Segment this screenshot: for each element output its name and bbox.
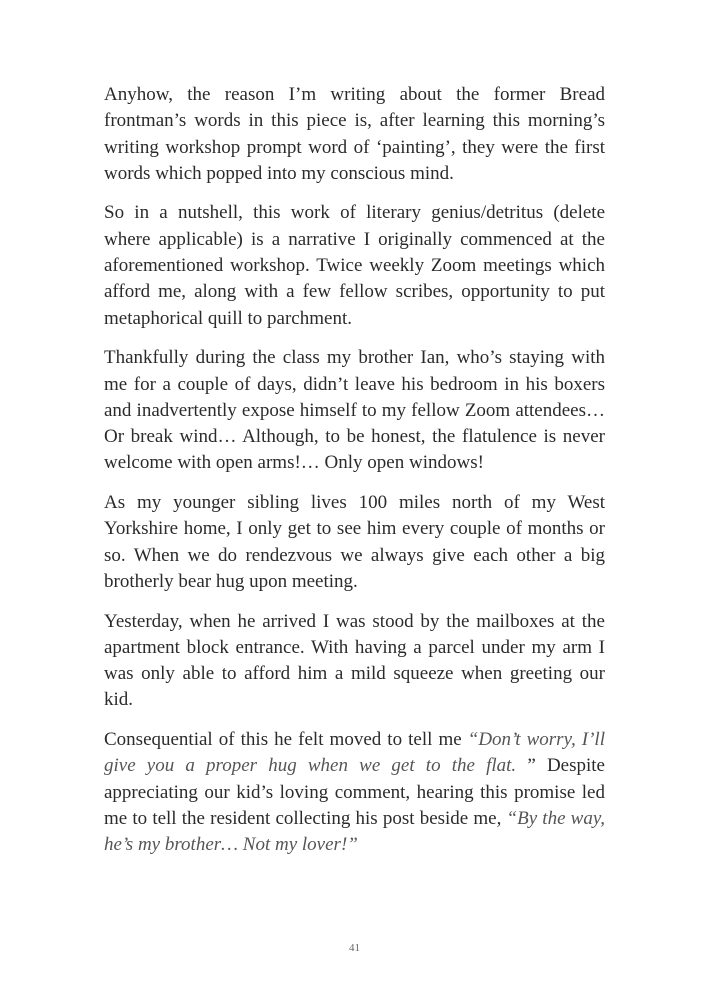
quote-dont-worry: “Don’t worry, I’ll give you a proper hug when we get to the flat. — [104, 729, 605, 777]
paragraph-4: As my younger sibling lives 100 miles north of my West Yorkshire home, I only get to see him every couple of months or so. When we do rendezvous we always give each other a big brotherly bear hug upon meeting. — [104, 492, 605, 592]
paragraph-2: So in a nutshell, this work of literary genius/detritus (delete where applicable) is a narrative I originally commenced at the aforementioned workshop. Twice weekly Zoom meetings which afford me, along with a few fellow scribes, opportunity to put metaphorical quill to parchment. — [104, 202, 605, 329]
paragraph-5: Yesterday, when he arrived I was stood by the mailboxes at the apartment block entrance. With having a parcel under my arm I was only able to afford him a mild squeeze when greeting our kid. — [104, 610, 605, 711]
quote-by-the-way: “By the way, he’s my brother… Not my lover!” — [104, 807, 605, 856]
paragraph-6-intro: Consequential of this he felt moved to tell me — [104, 729, 468, 751]
body-text — [104, 82, 605, 859]
paragraph-1: Anyhow, the reason I’m writing about the former Bread frontman’s words in this piece is, after learning this morning’s writing workshop prompt word of ‘painting’, they were the first words which popped into my conscious mind. — [104, 84, 605, 184]
paragraph-3: Thankfully during the class my brother Ian, who’s staying with me for a couple of days, didn’t leave his bedroom in his boxers and inadvertently expose himself to my fellow Zoom attendees… Or break wind… Although, to be honest, the flatulence is never welcome with open arms!… Only open windows! — [104, 347, 605, 474]
paragraph-6 — [104, 727, 605, 858]
page-number: 41 — [349, 942, 360, 954]
paragraph-6-middle: ” Despite appreciating our kid’s loving comment, hearing this promise led me to tell the resident collecting his post beside me, — [104, 755, 605, 829]
